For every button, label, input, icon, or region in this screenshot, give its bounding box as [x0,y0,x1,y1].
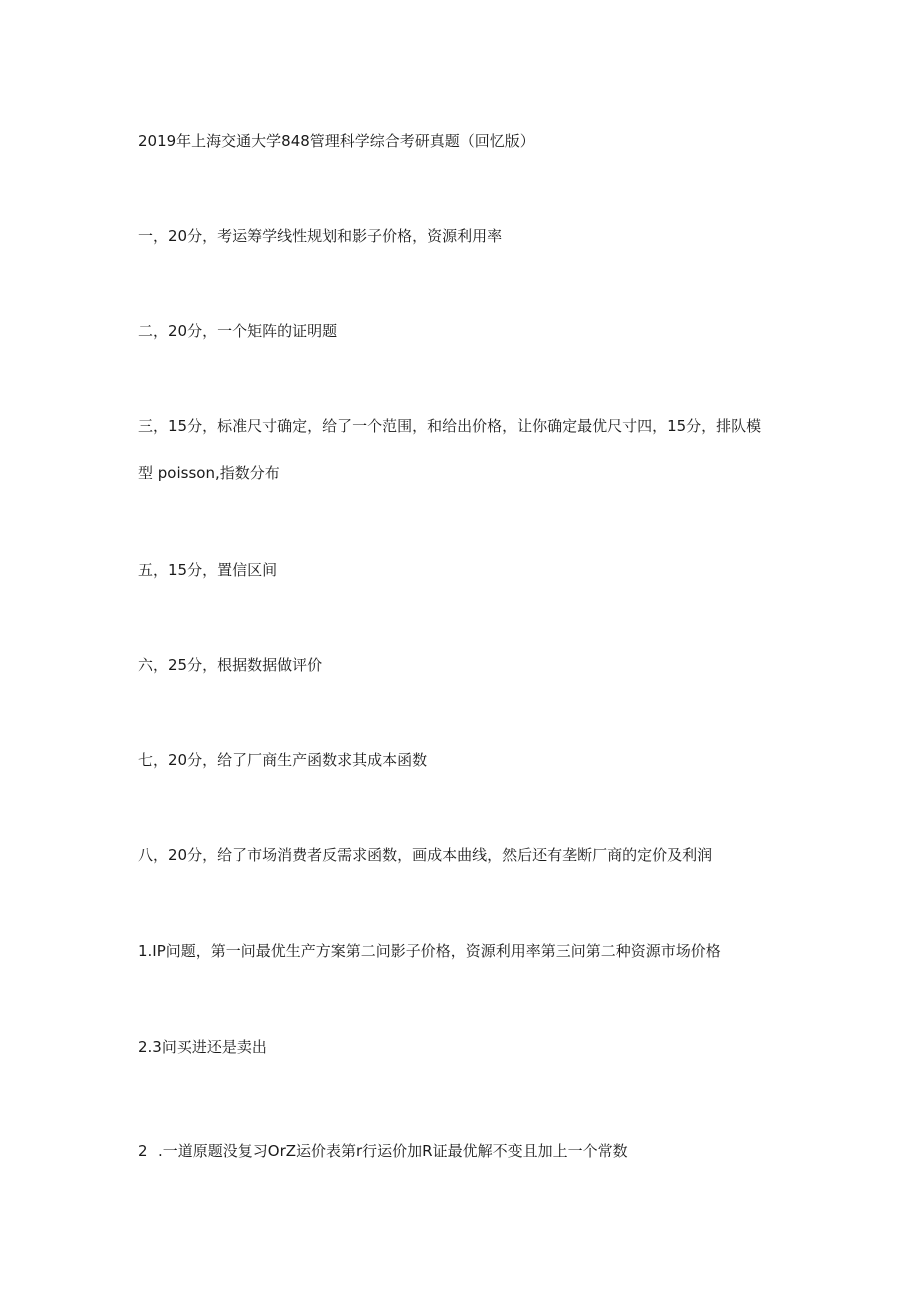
document-title: 2019年上海交通大学848管理科学综合考研真题（回忆版） [138,132,535,150]
note-2-line: 2.3问买进还是卖出 [138,1038,267,1056]
note-1-line: 1.IP问题，第一问最优生产方案第二问影子价格，资源利用率第三问第二种资源市场价格 [138,942,721,960]
question-1-line: 一，20分，考运筹学线性规划和影子价格，资源利用率 [138,227,503,245]
question-2-line: 二，20分，一个矩阵的证明题 [138,322,338,340]
question-5-line: 五，15分，置信区间 [138,561,278,579]
question-3-4-line: 三，15分，标准尺寸确定，给了一个范围，和给出价格，让你确定最优尺寸四，15分，排队模 [138,417,762,435]
question-8-line: 八，20分，给了市场消费者反需求函数，画成本曲线，然后还有垄断厂商的定价及利润 [138,846,713,864]
note-3-text: .一道原题没复习OrZ运价表第r行运价加R证最优解不变且加上一个常数 [158,1142,628,1160]
question-7-line: 七，20分，给了厂商生产函数求其成本函数 [138,751,428,769]
question-4-continuation-line: 型 poisson,指数分布 [138,464,280,482]
note-3-line [138,1141,628,1161]
question-6-line: 六，25分，根据数据做评价 [138,656,323,674]
note-3-number: 2 [138,1142,148,1160]
